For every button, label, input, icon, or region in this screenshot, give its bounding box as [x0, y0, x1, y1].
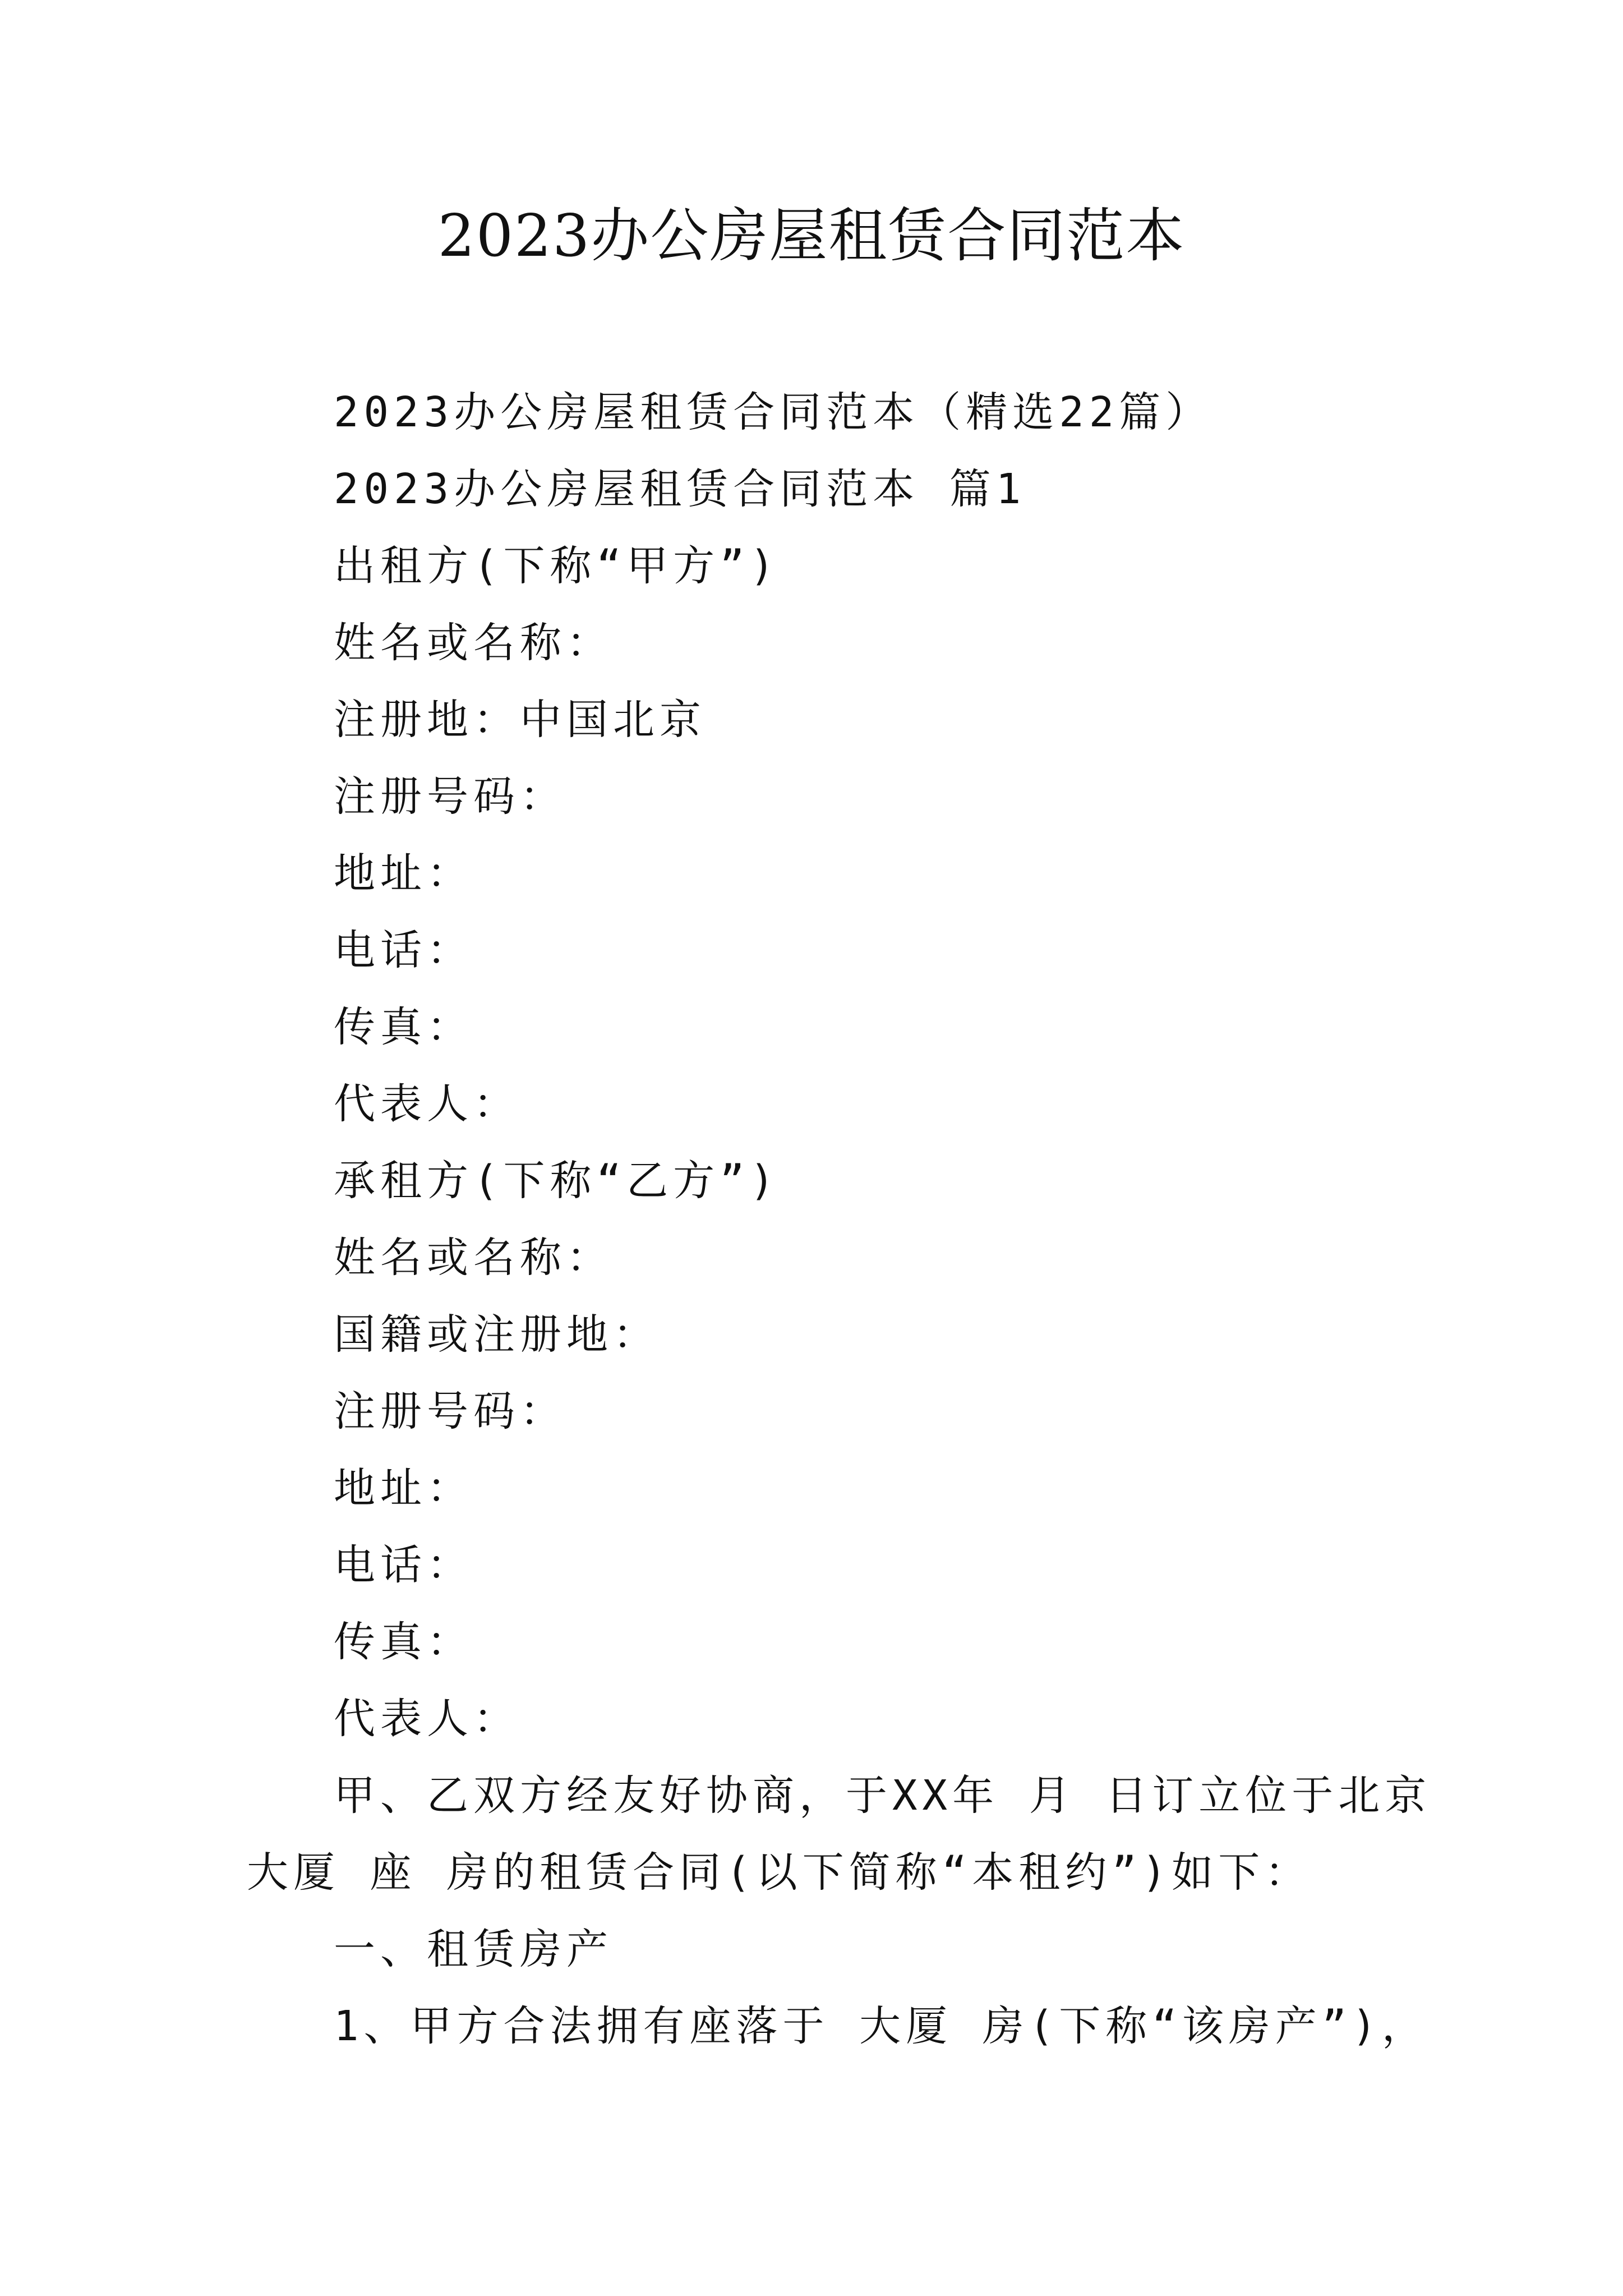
paragraph-line: 甲、乙双方经友好协商，于XX年 月 日订立位于北京 [334, 1772, 1432, 1820]
paragraph-line: 大厦 座 房的租赁合同(以下简称“本租约”)如下： [247, 1848, 1312, 1897]
paragraph-line: 1、甲方合法拥有座落于 大厦 房(下称“该房产”)， [334, 2002, 1428, 2050]
paragraph-line: 国籍或注册地： [334, 1310, 660, 1359]
paragraph-line: 代表人： [334, 1080, 520, 1128]
paragraph-line: 传真： [334, 1003, 473, 1051]
paragraph-line: 2023办公房屋租赁合同范本 篇1 [334, 465, 1026, 513]
paragraph-line: 姓名或名称： [334, 1234, 613, 1282]
paragraph-line: 注册号码： [334, 772, 566, 821]
paragraph-line: 电话： [334, 1541, 473, 1589]
paragraph-line: 地址： [334, 1464, 473, 1512]
paragraph-line: 2023办公房屋租赁合同范本（精选22篇） [334, 388, 1212, 436]
document-title: 2023办公房屋租赁合同范本 [437, 201, 1186, 270]
paragraph-line: 注册地：中国北京 [334, 696, 706, 744]
paragraph-line: 地址： [334, 849, 473, 898]
paragraph-line: 代表人： [334, 1695, 520, 1743]
section-heading: 一、租赁房产 [334, 1925, 613, 1973]
paragraph-line: 姓名或名称： [334, 619, 613, 667]
paragraph-line: 传真： [334, 1618, 473, 1666]
paragraph-line: 注册号码： [334, 1387, 566, 1435]
paragraph-line: 电话： [334, 926, 473, 974]
paragraph-line: 承租方(下称“乙方”) [334, 1157, 780, 1205]
paragraph-line: 出租方(下称“甲方”) [334, 542, 780, 590]
